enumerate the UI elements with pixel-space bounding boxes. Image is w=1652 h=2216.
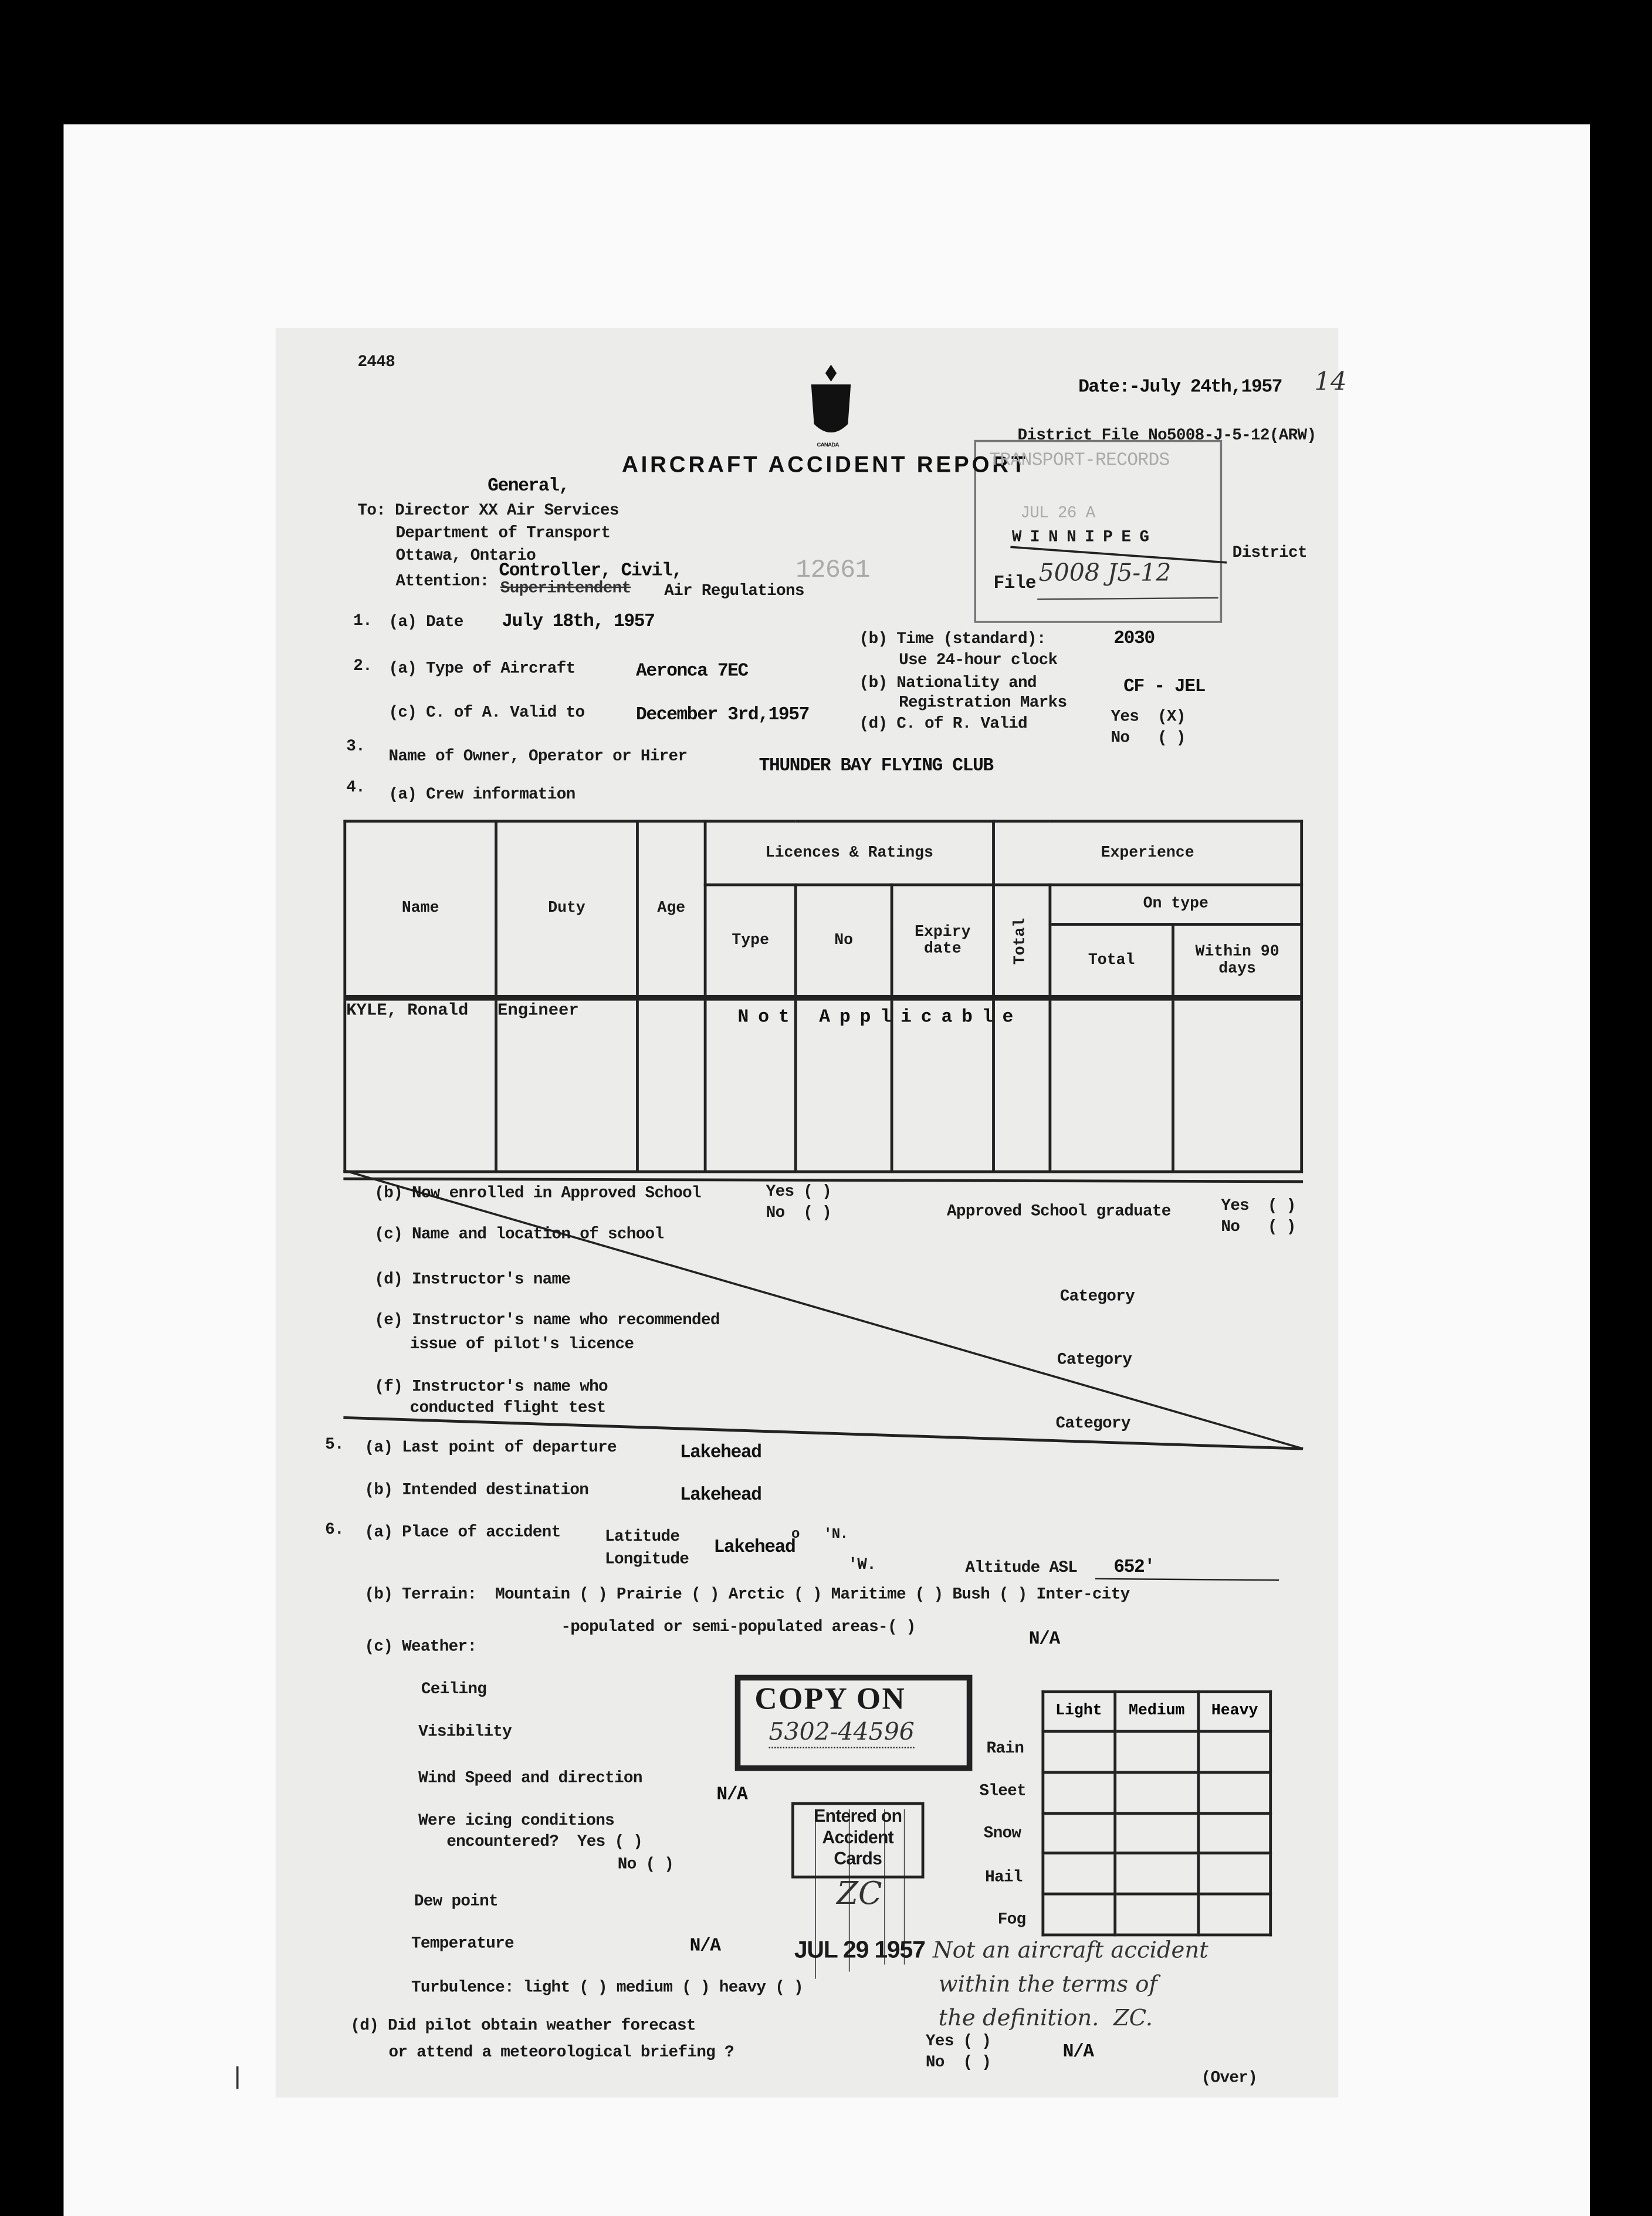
item-number: 6. [325, 1521, 344, 1540]
forecast-label: (d) Did pilot obtain weather forecast [350, 2017, 696, 2035]
test-instructor-label: (f) Instructor's name who [374, 1378, 608, 1397]
item-number: 5. [325, 1436, 344, 1454]
destination-label: (b) Intended destination [364, 1481, 589, 1500]
page-title: AIRCRAFT ACCIDENT REPORT [621, 454, 1028, 478]
category-label: Category [1055, 1415, 1130, 1433]
ceiling-label: Ceiling [421, 1680, 487, 1699]
over-label: (Over) [1201, 2069, 1258, 2088]
owner-label: Name of Owner, Operator or Hirer [388, 747, 688, 766]
weather-label: (c) Weather: [364, 1638, 477, 1657]
grid-row-hail: Hail [985, 1868, 1023, 1887]
handwritten-note-line2: within the terms of [938, 1970, 1157, 1997]
address-to: To: Director XX Air Services [357, 502, 619, 520]
crew-info-label: (a) Crew information [388, 786, 576, 804]
turbulence-options: Turbulence: light ( ) medium ( ) heavy ( ) [411, 1978, 803, 1997]
item-number: 1. [353, 612, 373, 631]
crew-name: KYLE, Ronald [345, 998, 496, 1172]
visibility-label: Visibility [418, 1723, 512, 1741]
school-top-line [343, 1179, 1303, 1182]
temperature-value: N/A [689, 1934, 720, 1957]
school-graduate-no: No ( ) [1221, 1218, 1296, 1237]
terrain-options-2: -populated or semi-populated areas-( ) [561, 1618, 916, 1637]
handwritten-note-line1: Not an aircraft accident [932, 1936, 1208, 1964]
latitude-units: o 'N. [791, 1528, 848, 1544]
time-label: (b) Time (standard): [859, 630, 1046, 649]
departure-label: (a) Last point of departure [364, 1439, 617, 1457]
school-name-label: (c) Name and location of school [374, 1225, 664, 1244]
item-number: 2. [353, 657, 373, 676]
icing-yes: encountered? Yes ( ) [446, 1833, 643, 1852]
terrain-options: (b) Terrain: Mountain ( ) Prairie ( ) Arctic ( ) Maritime ( ) Bush ( ) Inter-city [364, 1585, 1130, 1605]
item-number: 4. [346, 779, 365, 797]
terrain-value: N/A [1028, 1628, 1059, 1650]
grid-row-rain: Rain [986, 1740, 1024, 1758]
school-graduate-yes: Yes ( ) [1221, 1197, 1296, 1216]
recommending-instructor-label: (e) Instructor's name who recommended [374, 1311, 720, 1330]
grid-col-medium: Medium [1115, 1692, 1199, 1731]
copy-on-label: COPY ON [754, 1680, 906, 1716]
entered-line1: Entered on [814, 1806, 902, 1826]
records-stamp-date: JUL 26 A [1020, 505, 1095, 523]
records-stamp-line1: TRANSPORT-RECORDS [989, 449, 1170, 471]
aircraft-type: Aeronca 7EC [636, 660, 748, 682]
registration-marks: CF - JEL [1123, 675, 1205, 697]
longitude-label: Longitude [605, 1550, 689, 1569]
precipitation-grid [1041, 1690, 1272, 1936]
crew-duty: Engineer [496, 998, 638, 1172]
coa-label: (c) C. of A. Valid to [388, 703, 585, 722]
longitude-units: 'W. [848, 1556, 876, 1575]
col-type: Type [705, 885, 795, 998]
attention-struck-text: Superintendent [500, 579, 631, 598]
col-total: Total [1050, 924, 1173, 997]
place-label: (a) Place of accident [364, 1523, 561, 1542]
date-label: (a) Date [388, 613, 463, 632]
col-total-vertical [994, 885, 1050, 998]
aircraft-type-label: (a) Type of Aircraft [388, 660, 576, 679]
grid-row-sleet: Sleet [979, 1782, 1026, 1801]
grid-col-heavy: Heavy [1199, 1692, 1271, 1731]
item-number: 3. [346, 737, 365, 756]
temperature-label: Temperature [411, 1934, 514, 1954]
owner-name: THUNDER BAY FLYING CLUB [759, 755, 993, 776]
district-file-number: District File No5008-J-5-12(ARW) [1017, 427, 1316, 445]
crest-label: CANADA [817, 441, 839, 448]
accident-date: July 18th, 1957 [502, 610, 655, 632]
instructor-name-label: (d) Instructor's name [374, 1270, 571, 1290]
forecast-label-2: or attend a meteorological briefing ? [388, 2044, 734, 2062]
accident-time: 2030 [1113, 627, 1155, 649]
test-instructor-label2: conducted flight test [409, 1399, 606, 1418]
copy-on-stamp [735, 1675, 973, 1771]
latitude-label: Latitude [605, 1528, 680, 1547]
forecast-no: No ( ) [925, 2053, 991, 2072]
dew-point-label: Dew point [414, 1892, 498, 1911]
altitude-underline [1095, 1579, 1279, 1580]
school-enrolled-no: No ( ) [766, 1204, 832, 1223]
grid-col-light: Light [1043, 1692, 1115, 1731]
departure-point: Lakehead [679, 1442, 761, 1463]
attention-tail: Air Regulations [664, 582, 804, 601]
cor-label: (d) C. of R. Valid [859, 715, 1027, 734]
entered-stamp [791, 1802, 924, 1878]
attention-typed: Controller, Civil, [499, 559, 682, 581]
attention-label: Attention: [395, 572, 489, 591]
school-enrolled-yes: Yes ( ) [766, 1183, 832, 1202]
entered-line2: Accident [822, 1827, 893, 1848]
nationality-label: (b) Nationality and [859, 674, 1037, 693]
time-note: Use 24-hour clock [899, 651, 1058, 670]
wind-label: Wind Speed and direction [418, 1770, 642, 1788]
col-experience: Experience [994, 821, 1302, 885]
grid-row-fog: Fog [997, 1910, 1026, 1930]
altitude-label: Altitude ASL [965, 1559, 1078, 1578]
file-handwritten: 5008 J5-12 [1038, 559, 1172, 588]
file-label: File [993, 572, 1036, 594]
accident-place: Lakehead [713, 1536, 795, 1558]
district-name: WINNIPEG [1011, 528, 1158, 547]
cor-yes: Yes (X) [1111, 708, 1186, 727]
category-label: Category [1059, 1287, 1135, 1306]
entered-line3: Cards [834, 1848, 882, 1869]
forecast-yes: Yes ( ) [925, 2032, 991, 2051]
address-department: Department of Transport [395, 524, 611, 543]
address-city: Ottawa, Ontario [395, 547, 536, 566]
altitude-value: 652' [1113, 1556, 1155, 1578]
icing-label: Were icing conditions [418, 1812, 615, 1831]
reference-number: 2448 [357, 353, 395, 372]
school-enrolled-label: (b) Now enrolled in Approved School [374, 1184, 701, 1203]
col-no: No [795, 885, 892, 998]
district-label: District [1232, 544, 1307, 563]
canada-crest-icon [811, 365, 851, 433]
handwritten-note-line3: the definition. ZC. [938, 2004, 1153, 2031]
stamp-initials: ZC [837, 1877, 882, 1913]
not-applicable-note: N o t A p p l i c a b l e [737, 1006, 1013, 1028]
col-duty: Duty [496, 821, 638, 998]
icing-no: No ( ) [617, 1856, 674, 1875]
cor-no: No ( ) [1111, 729, 1186, 748]
col-expiry: Expiry date [892, 885, 993, 998]
date-handwritten-mark: 14 [1314, 367, 1347, 397]
destination: Lakehead [679, 1484, 761, 1505]
wind-value: N/A [716, 1784, 747, 1805]
total-vertical-label: Total [1013, 917, 1031, 964]
col-within-90: Within 90 days [1173, 924, 1301, 997]
forecast-value: N/A [1062, 2041, 1094, 2062]
col-name: Name [345, 821, 496, 998]
col-age: Age [637, 821, 705, 998]
grid-row-snow: Snow [983, 1825, 1021, 1843]
registration-label: Registration Marks [899, 693, 1067, 713]
report-date: Date:-July 24th,1957 [1078, 375, 1282, 397]
col-on-type: On type [1050, 885, 1302, 924]
faint-number: 12661 [795, 557, 870, 586]
copy-number: 5302-44596 [769, 1718, 914, 1748]
category-label: Category [1057, 1351, 1132, 1370]
received-date-stamp: JUL 29 1957 [794, 1936, 925, 1964]
recommending-instructor-label2: issue of pilot's licence [409, 1335, 634, 1354]
address-general: General, [488, 475, 569, 496]
coa-valid-to: December 3rd,1957 [636, 703, 809, 725]
school-graduate-label: Approved School graduate [947, 1203, 1171, 1222]
crew-table [343, 820, 1303, 1173]
col-licences: Licences & Ratings [705, 821, 993, 885]
